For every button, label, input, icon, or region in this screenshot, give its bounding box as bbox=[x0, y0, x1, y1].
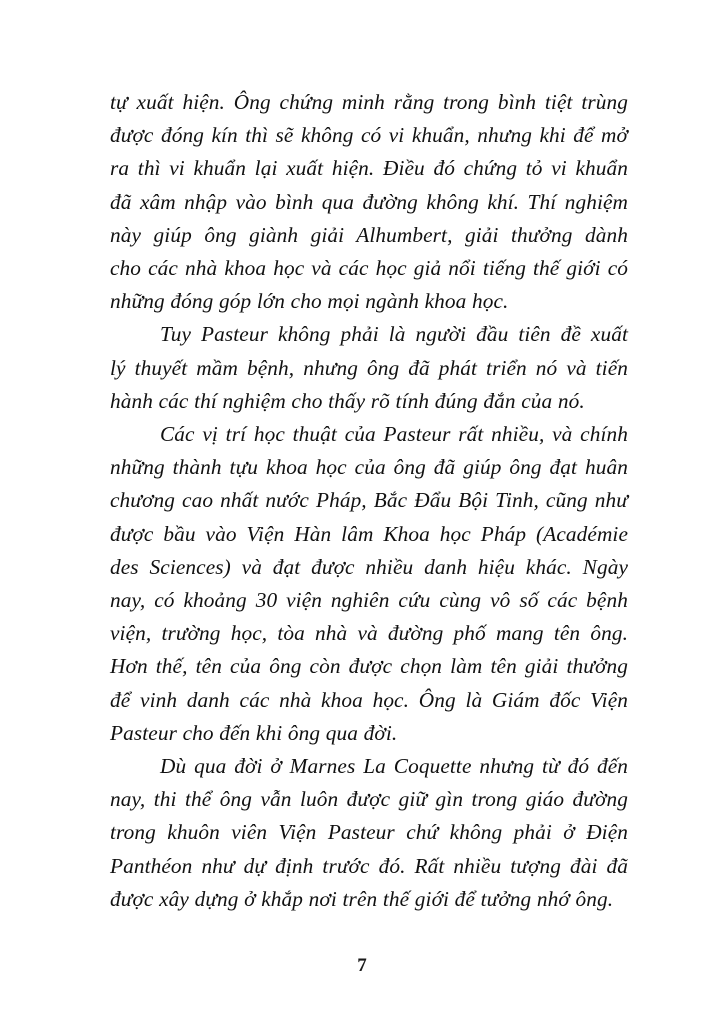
text-line: này giúp ông giành giải Alhumbert, giải thưởng dành bbox=[110, 222, 628, 247]
paragraph-2 bbox=[110, 318, 628, 418]
body-text-block bbox=[110, 86, 628, 916]
text-line: cho các nhà khoa học và các học giả nổi tiếng thế giới có bbox=[110, 256, 628, 281]
text-line: nay, thi thể ông vẫn luôn được giữ gìn trong giáo đường bbox=[110, 787, 628, 812]
text-line: Panthéon như dự định trước đó. Rất nhiều tượng đài đã bbox=[110, 853, 628, 878]
text-line: được đóng kín thì sẽ không có vi khuẩn, nhưng khi để mở bbox=[110, 123, 628, 148]
text-line: tự xuất hiện. Ông chứng minh rằng trong bình tiệt trùng bbox=[110, 90, 628, 114]
text-line: được bầu vào Viện Hàn lâm Khoa học Pháp (Académie bbox=[110, 521, 628, 546]
text-line: những đóng góp lớn cho mọi ngành khoa học. bbox=[110, 289, 509, 314]
text-line: được xây dựng ở khắp nơi trên thế giới để tưởng nhớ ông. bbox=[110, 886, 614, 911]
paragraph-3 bbox=[110, 418, 628, 750]
text-line: trong khuôn viên Viện Pasteur chứ không phải ở Điện bbox=[110, 820, 628, 845]
text-line: Pasteur cho đến khi ông qua đời. bbox=[110, 720, 398, 745]
text-line: Hơn thế, tên của ông còn được chọn làm tên giải thưởng bbox=[110, 654, 628, 679]
text-line: Các vị trí học thuật của Pasteur rất nhiều, và chính bbox=[160, 422, 628, 447]
text-line: viện, trường học, tòa nhà và đường phố mang tên ông. bbox=[110, 621, 628, 646]
text-line: để vinh danh các nhà khoa học. Ông là Giám đốc Viện bbox=[110, 687, 628, 712]
text-line: lý thuyết mầm bệnh, nhưng ông đã phát triển nó và tiến bbox=[110, 355, 628, 380]
paragraph-1 bbox=[110, 86, 628, 318]
text-line: đã xâm nhập vào bình qua đường không khí. Thí nghiệm bbox=[110, 189, 628, 214]
text-line: nay, có khoảng 30 viện nghiên cứu cùng vô số các bệnh bbox=[110, 588, 628, 613]
text-line: chương cao nhất nước Pháp, Bắc Đẩu Bội Tinh, cũng như bbox=[110, 488, 628, 513]
text-line: Tuy Pasteur không phải là người đầu tiên đề xuất bbox=[160, 322, 628, 347]
text-line: những thành tựu khoa học của ông đã giúp ông đạt huân bbox=[110, 455, 628, 480]
text-line: des Sciences) và đạt được nhiều danh hiệu khác. Ngày bbox=[110, 554, 628, 579]
paragraph-4 bbox=[110, 750, 628, 916]
page-number: 7 bbox=[357, 955, 367, 976]
text-line: ra thì vi khuẩn lại xuất hiện. Điều đó chứng tỏ vi khuẩn bbox=[110, 156, 628, 181]
text-line: Dù qua đời ở Marnes La Coquette nhưng từ đó đến bbox=[160, 754, 628, 779]
text-line: hành các thí nghiệm cho thấy rõ tính đúng đắn của nó. bbox=[110, 388, 585, 413]
